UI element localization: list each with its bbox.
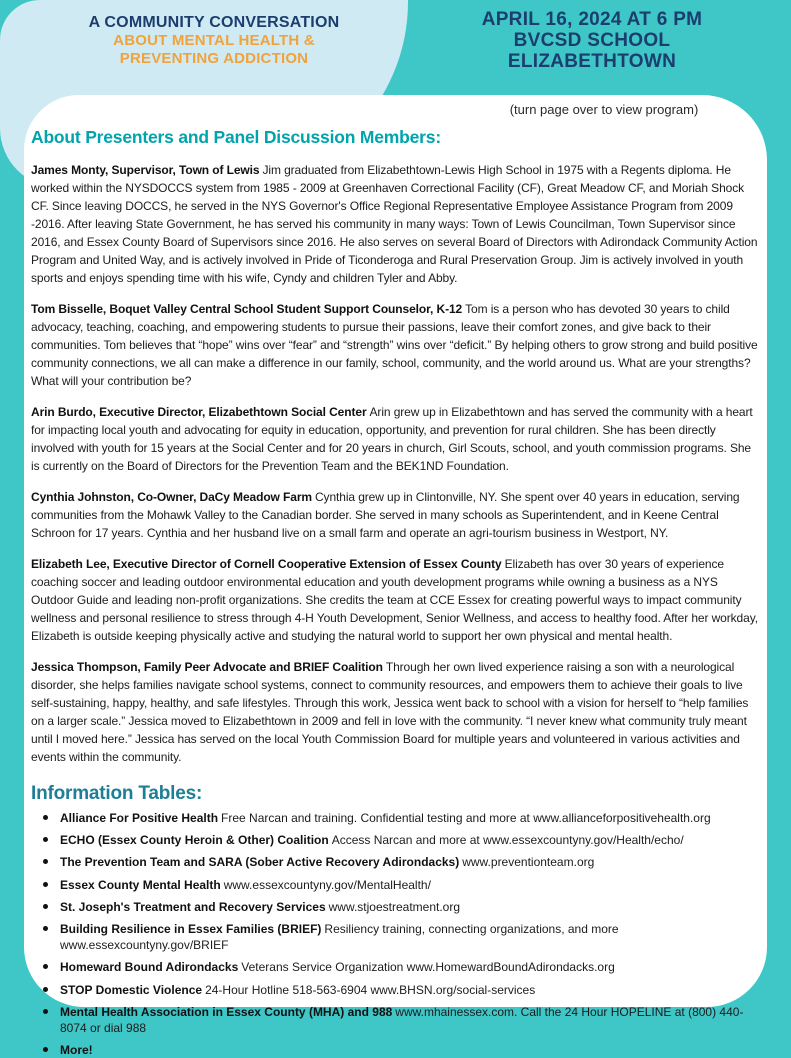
info-table-item <box>43 1042 759 1058</box>
turn-page-note: (turn page over to view program) <box>509 102 699 117</box>
presenter-paragraph <box>31 403 759 475</box>
event-title-line-2: ABOUT MENTAL HEALTH & <box>113 32 315 49</box>
org-name: Building Resilience in Essex Families (BRIEF) <box>60 921 322 936</box>
bullet-icon <box>43 926 48 931</box>
org-desc: Resiliency training, connecting organizations, and more www.essexcountyny.gov/BRIEF <box>60 921 619 953</box>
presenter-bio: Through her own lived experience raising a son with a neurological disorder, she helps families navigate school systems, connect to community resources, and empowers them to achieve their goals to live self-sustaining, happy, healthy, and safe lifestyles. Through this work, Jessica went back to school with a vision for herself to “help families on a larger scale.” Jessica moved to Elizabethtown in 2009 and fell in love with the community. “I never knew what community truly meant until I moved here.” Jessica has served on the local Youth Commission Board for multiple years and volunteered in various activities and events within the community. <box>31 660 749 764</box>
event-date-line: APRIL 16, 2024 AT 6 PM <box>481 9 703 30</box>
presenter-name: Cynthia Johnston, Co-Owner, DaCy Meadow Farm <box>31 490 312 504</box>
presenter-name: Jessica Thompson, Family Peer Advocate and BRIEF Coalition <box>31 660 383 674</box>
presenter-bio: Tom is a person who has devoted 30 years to child advocacy, teaching, coaching, and empowering students to pursue their passions, leave their comfort zones, and give back to their communities. Tom believes that “hope” wins over “fear” and “strength” wins over “deficit.” By helping others to grow strong and build positive community connections, we all can make a difference in our family, school, community, and the world around us. What are your strengths? What will your contribution be? <box>31 302 758 388</box>
info-table-item <box>43 854 759 870</box>
info-tables-list <box>31 810 759 1058</box>
bullet-icon <box>43 1009 48 1014</box>
org-name: Mental Health Association in Essex County (MHA) and 988 <box>60 1004 393 1019</box>
bullet-icon <box>43 1047 48 1052</box>
presenter-name: Elizabeth Lee, Executive Director of Cornell Cooperative Extension of Essex County <box>31 557 502 571</box>
org-name: The Prevention Team and SARA (Sober Active Recovery Adirondacks) <box>60 855 460 870</box>
presenter-paragraph <box>31 658 759 766</box>
org-name: ECHO (Essex County Heroin & Other) Coalition <box>60 833 329 848</box>
presenter-bio: Jim graduated from Elizabethtown-Lewis High School in 1975 with a Regents diploma. He worked within the NYSDOCCS system from 1985 - 2009 at Greenhaven Correctional Facility (CF), Great Meadow CF, and Moriah Shock CF. Since leaving DOCCS, he served in the NYS Governor's Office Regional Representative Employee Assistance Program from 2009 -2016. After leaving State Government, he has served his community in many ways: Town of Lewis Councilman, Town Supervisor since 2016, and Essex County Board of Supervisors since 2016. He also serves on several Board of Directors with Adirondack Community Action Program and United Way, and is actively involved in Pride of Ticonderoga and Rural Preservation Group. Jim is actively involved in youth sports and enjoys spending time with his wife, Cyndy and children Tyler and Abby. <box>31 163 758 285</box>
presenter-name: James Monty, Supervisor, Town of Lewis <box>31 163 260 177</box>
bullet-icon <box>43 904 48 909</box>
event-datetime-location <box>443 9 741 72</box>
info-table-item <box>43 1004 759 1036</box>
info-tables-section-title: Information Tables: <box>31 783 203 804</box>
info-table-item <box>43 899 759 915</box>
org-desc: 24-Hour Hotline 518-563-6904 www.BHSN.org/social-services <box>205 982 536 997</box>
org-desc: www.mhainessex.com. Call the 24 Hour HOPELINE at (800) 440-8074 or dial 988 <box>60 1004 744 1035</box>
presenter-bio: Arin grew up in Elizabethtown and has served the community with a heart for impacting local youth and advocating for equity in education, opportunity, and prevention for rural children. She has been directly involved with youth for 15 years at the Social Center and for 20 years in church, Girl Scouts, school, and youth commission programs. She is currently on the Board of Directors for the Prevention Team and the BEK1ND Foundation. <box>31 405 753 473</box>
event-title-line-1: A COMMUNITY CONVERSATION <box>88 14 340 31</box>
presenter-paragraph <box>31 161 759 287</box>
org-desc: www.essexcountyny.gov/MentalHealth/ <box>223 877 431 892</box>
presenter-name: Tom Bisselle, Boquet Valley Central School Student Support Counselor, K-12 <box>31 302 463 316</box>
info-table-item <box>43 810 759 826</box>
org-desc: www.preventionteam.org <box>462 855 595 870</box>
org-name: St. Joseph's Treatment and Recovery Services <box>60 899 326 914</box>
presenters-section-title: About Presenters and Panel Discussion Members: <box>31 127 441 147</box>
org-desc: Access Narcan and more at www.essexcountyny.gov/Health/echo/ <box>331 833 684 848</box>
org-desc: www.stjoestreatment.org <box>328 899 461 914</box>
presenter-paragraph <box>31 555 759 645</box>
presenter-paragraph <box>31 488 759 542</box>
bullet-icon <box>43 964 48 969</box>
bullet-icon <box>43 987 48 992</box>
bullet-icon <box>43 882 48 887</box>
event-venue-line: BVCSD SCHOOL <box>513 30 671 51</box>
event-title-line-3: PREVENTING ADDICTION <box>119 50 309 67</box>
info-table-item <box>43 832 759 848</box>
presenter-bio: Elizabeth has over 30 years of experience coaching soccer and leading outdoor environmental education and youth development programs while owning a business as a NYS Outdoor Guide and leading non-profit organizations. She credits the team at CCE Essex for creating powerful ways to impact community wellness and personal resilience to stress through 4-H Youth Development, Senior Wellness, and access to healthy food. After her workday, Elizabeth is outside keeping physically active and studying the natural world to support her own physical and mental health. <box>31 557 758 643</box>
event-title <box>68 13 360 68</box>
bullet-icon <box>43 837 48 842</box>
presenter-name: Arin Burdo, Executive Director, Elizabethtown Social Center <box>31 405 367 419</box>
org-name: More! <box>60 1043 93 1058</box>
bullet-icon <box>43 859 48 864</box>
info-table-item <box>43 982 759 998</box>
org-desc: Free Narcan and training. Confidential testing and more at www.allianceforpositivehealth.org <box>221 811 711 825</box>
info-table-item <box>43 959 759 975</box>
org-desc: Veterans Service Organization www.HomewardBoundAdirondacks.org <box>241 960 615 975</box>
org-name: Homeward Bound Adirondacks <box>60 960 239 975</box>
info-table-item <box>43 921 759 953</box>
content-card <box>24 95 767 1058</box>
presenter-paragraph <box>31 300 759 390</box>
event-town-line: ELIZABETHTOWN <box>507 51 677 72</box>
org-name: STOP Domestic Violence <box>60 982 203 997</box>
bullet-icon <box>43 815 48 820</box>
org-name: Alliance For Positive Health <box>60 811 219 825</box>
presenter-bio: Cynthia grew up in Clintonville, NY. She spent over 40 years in education, serving communities from the Mohawk Valley to the Canadian border. She served in many schools as Superintendent, and in Keene Central Schroon for 17 years. Cynthia and her husband live on a small farm and operate an agri-tourism business in Westport, NY. <box>31 490 740 540</box>
info-table-item <box>43 877 759 893</box>
org-name: Essex County Mental Health <box>60 877 221 892</box>
